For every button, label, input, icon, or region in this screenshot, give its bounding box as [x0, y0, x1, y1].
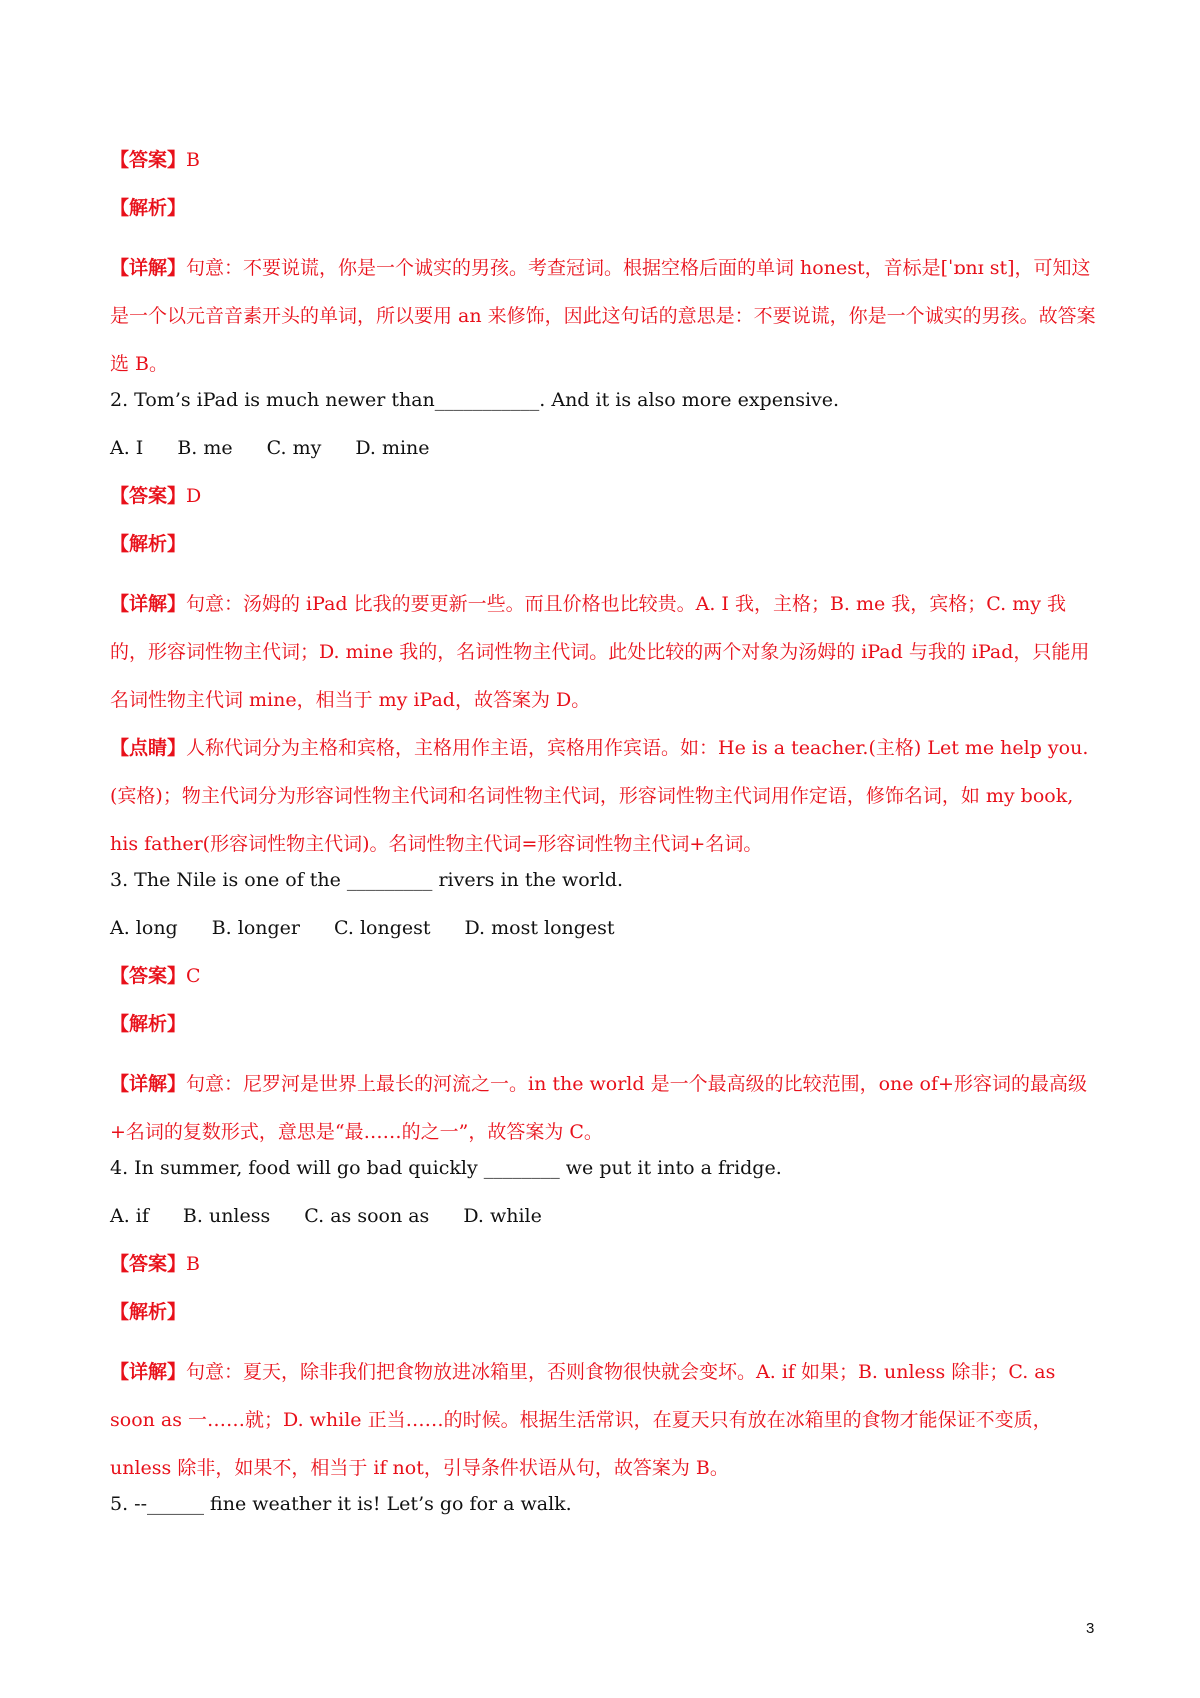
option-b: B. longer: [211, 917, 301, 939]
q3-answer: [110, 964, 1100, 1012]
option-a: A. if: [110, 1205, 149, 1227]
option-d: D. most longest: [464, 917, 615, 939]
answer-label: 【答案】: [110, 965, 187, 987]
q2-detail: [110, 580, 1100, 724]
option-d: D. while: [463, 1205, 542, 1227]
option-a: A. long: [110, 917, 178, 939]
detail-label: 【详解】: [110, 593, 187, 615]
answer-value: D: [186, 485, 202, 507]
detail-label: 【详解】: [110, 1073, 187, 1095]
option-b: B. unless: [182, 1205, 271, 1227]
detail-label: 【详解】: [110, 257, 187, 279]
q1-analysis-label: 【解析】: [110, 197, 187, 219]
q2-tip: [110, 724, 1100, 868]
q4-analysis-label: 【解析】: [110, 1301, 187, 1323]
q3-detail: [110, 1060, 1100, 1156]
q4-detail: [110, 1348, 1100, 1492]
answer-label: 【答案】: [110, 1253, 187, 1275]
answer-label: 【答案】: [110, 485, 187, 507]
document-body: [110, 148, 1100, 1540]
q5-stem: 5. --______ fine weather it is! Let’s go for a walk.: [110, 1493, 572, 1515]
q3-options: [110, 916, 1100, 964]
q2-answer: [110, 484, 1100, 532]
detail-label: 【详解】: [110, 1361, 187, 1383]
q1-answer: [110, 148, 1100, 196]
q4-options: [110, 1204, 1100, 1252]
q4-stem: 4. In summer, food will go bad quickly ________ we put it into a fridge.: [110, 1157, 782, 1179]
page-number: 3: [1086, 1620, 1095, 1637]
option-c: C. my: [266, 437, 322, 459]
q1-detail: [110, 244, 1100, 388]
answer-value: B: [186, 1253, 200, 1275]
option-c: C. as soon as: [304, 1205, 430, 1227]
tip-label: 【点睛】: [110, 737, 187, 759]
answer-label: 【答案】: [110, 149, 187, 171]
detail-text: 句意：不要说谎，你是一个诚实的男孩。考查冠词。根据空格后面的单词 honest，音标是[ˈɒnɪ st]，可知这是一个以元音音素开头的单词，所以要用 an 来修饰，因此这句话的意思是：不要说谎，你是一个诚实的男孩。故答案选 B。: [110, 257, 1096, 375]
answer-value: C: [186, 965, 201, 987]
q3-stem: 3. The Nile is one of the _________ rivers in the world.: [110, 869, 624, 891]
option-c: C. longest: [334, 917, 431, 939]
detail-text: 句意：汤姆的 iPad 比我的要更新一些。而且价格也比较贵。A. I 我，主格；B. me 我，宾格；C. my 我的，形容词性物主代词；D. mine 我的，名词性物主代词。此处比较的两个对象为汤姆的 iPad 与我的 iPad，只能用名词性物主代词 mine，相当于 my iPad，故答案为 D。: [110, 593, 1090, 711]
option-b: B. me: [177, 437, 233, 459]
answer-value: B: [186, 149, 200, 171]
q2-options: [110, 436, 1100, 484]
q2-stem: 2. Tom’s iPad is much newer than___________. And it is also more expensive.: [110, 389, 840, 411]
q4-answer: [110, 1252, 1100, 1300]
tip-text: 人称代词分为主格和宾格，主格用作主语，宾格用作宾语。如：He is a teacher.(主格) Let me help you.(宾格)；物主代词分为形容词性物主代词和名词性物主代词，形容词性物主代词用作定语，修饰名词，如 my book, his father(形容词性物主代词)。名词性物主代词=形容词性物主代词+名词。: [110, 737, 1089, 855]
option-d: D. mine: [355, 437, 430, 459]
detail-text: 句意：夏天，除非我们把食物放进冰箱里，否则食物很快就会变坏。A. if 如果；B. unless 除非；C. as soon as 一……就；D. while 正当……的时候。根据生活常识，在夏天只有放在冰箱里的食物才能保证不变质，unless 除非，如果不，相当于 if not，引导条件状语从句，故答案为 B。: [110, 1361, 1056, 1479]
q3-analysis-label: 【解析】: [110, 1013, 187, 1035]
detail-text: 句意：尼罗河是世界上最长的河流之一。in the world 是一个最高级的比较范围，one of+形容词的最高级+名词的复数形式，意思是“最……的之一”，故答案为 C。: [110, 1073, 1087, 1143]
q2-analysis-label: 【解析】: [110, 533, 187, 555]
option-a: A. I: [110, 437, 144, 459]
